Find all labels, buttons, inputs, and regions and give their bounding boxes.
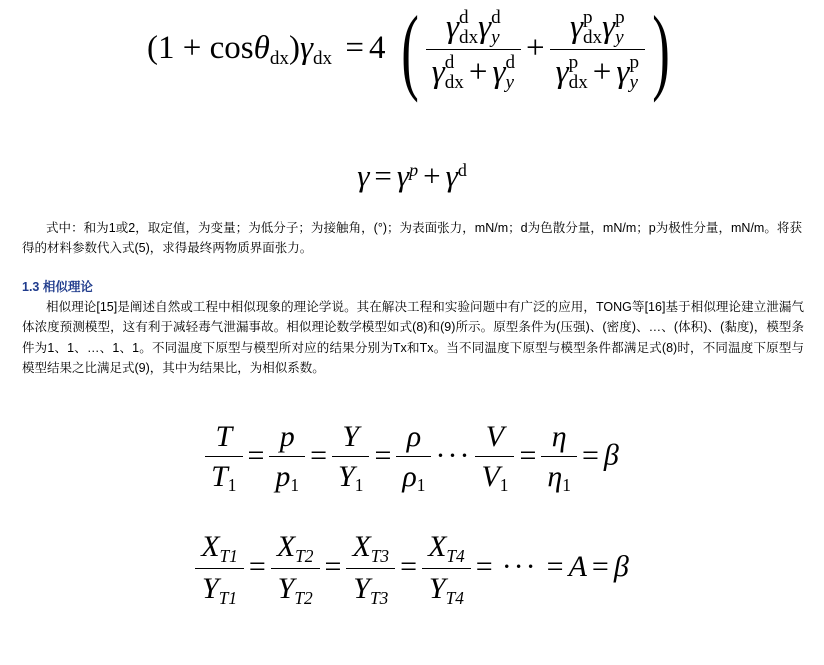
eq3-f5-num: V: [485, 420, 505, 453]
eq3-f4: [396, 420, 431, 496]
eq4-f1: [195, 530, 244, 608]
eq4-f3-num-sub: T3: [370, 545, 390, 566]
eq3-f2-den: p: [275, 459, 291, 493]
eq1-t2-num-a-script: p dx: [582, 7, 603, 48]
paragraph-nomenclature: 式中：和为1或2，取定值，为变量；为低分子；为接触角，(°)；为表面张力，mN/m；d为色散分量，mN/m；p为极性分量，mN/m。将获得的材料参数代入式(5)，求得最终两物质界面张力。: [22, 221, 802, 256]
eq1-coefficient: 4: [368, 29, 386, 66]
eq2-rhs-b: γ: [445, 158, 458, 193]
eq3-eq3: =: [374, 438, 392, 472]
eq1-t2-num-b-script: p y: [615, 7, 625, 48]
eq1-theta: θ: [253, 29, 270, 66]
eq3-f4-num: ρ: [406, 420, 422, 453]
eq2-rhs-b-sup: d: [457, 160, 467, 181]
eq1-t2-num-a: γ: [569, 8, 583, 45]
eq4-f4: [422, 530, 471, 608]
eq3-eq2: =: [310, 438, 328, 472]
paragraph-similarity-theory: 相似理论[15]是阐述自然或工程中相似现象的理论学说。其在解决工程和实验问题中有广泛的应用，TONG等[16]基于相似理论建立泄漏气体浓度预测模型，这有利于减轻毒气泄漏事故。相似理论数学模型如式(8)和(9)所示。原型条件为(压强)、(密度)、…、(体积)、(黏度)，模型条件为1、1、…、1、1。不同温度下原型与模型所对应的结果分别为Tx和Tx。当不同温度下原型与模型条件都满足式(8)时，不同温度下原型与模型结果之比满足式(9)，其中为结果比，为相似系数。: [22, 300, 804, 375]
eq2-rhs-a: γ: [396, 158, 410, 193]
eq3-f5: [475, 420, 514, 496]
eq4-f1-num-sub: T1: [219, 545, 238, 566]
eq1-t1-den-b: γ: [492, 53, 506, 90]
eq4-f2: [271, 530, 320, 608]
eq1-plus: +: [526, 29, 545, 66]
eq1-paren-right: ): [652, 0, 670, 104]
eq3-eq5: =: [582, 438, 599, 472]
eq4-f2-num: X: [276, 530, 296, 563]
section-heading-similarity-theory: 1.3 相似理论: [22, 280, 93, 294]
eq3-f2-den-sub: 1: [290, 475, 300, 496]
eq3-eq4: =: [519, 438, 537, 472]
eq3-f3-num: Y: [342, 420, 360, 453]
eq3-f3: [332, 420, 369, 496]
eq3-f1-num: T: [215, 420, 233, 453]
eq3-f3-den-sub: 1: [354, 475, 364, 496]
eq3-eq1: =: [247, 438, 265, 472]
eq4-f4-num: X: [428, 530, 447, 563]
eq2-lhs: γ: [357, 158, 370, 193]
eq3-f6-num: η: [551, 420, 567, 453]
eq4-eq5: =: [546, 549, 564, 583]
eq1-t1-num-b-script: d y: [491, 7, 501, 48]
eq1-t2-num-b: γ: [602, 8, 616, 45]
eq1-t2-den-b-script: p y: [629, 52, 639, 93]
eq1-paren-left: (: [400, 0, 419, 104]
eq3-result: β: [603, 438, 619, 472]
eq1-t1-num-a-script: d dx: [459, 7, 479, 48]
eq2-plus: +: [423, 158, 441, 193]
eq1-lhs-open: (1 + cos: [147, 29, 254, 66]
eq3-f2-num: p: [279, 420, 295, 453]
eq1-t1-num-b: γ: [478, 8, 492, 45]
eq4-f3: [346, 530, 395, 608]
eq4-f2-den-sub: T2: [294, 587, 313, 608]
eq1-t2-den-a-script: p dx: [568, 52, 588, 93]
eq1-t1-num-a: γ: [446, 8, 460, 45]
eq4-eq2: =: [324, 549, 342, 583]
eq4-f2-num-sub: T2: [295, 545, 314, 566]
eq1-theta-sub: dx: [269, 47, 289, 69]
eq4-f2-den: Y: [277, 572, 295, 606]
eq4-f4-num-sub: T4: [446, 545, 465, 566]
similarity-coefficient-equation: [0, 530, 824, 608]
eq3-f6-den-sub: 1: [562, 475, 571, 496]
eq1-t1-den-a-script: d dx: [444, 52, 464, 93]
contact-angle-equation: [0, 0, 824, 104]
eq4-f1-num: X: [201, 530, 220, 563]
eq2-equals: =: [374, 158, 392, 193]
eq2-rhs-a-sup: p: [409, 160, 419, 181]
eq4-f1-den-sub: T1: [218, 587, 238, 608]
similarity-ratio-equation: [0, 420, 824, 496]
eq3-f4-den-sub: 1: [416, 475, 426, 496]
eq1-t2-den-b: γ: [616, 53, 630, 90]
eq4-f4-den-sub: T4: [445, 587, 464, 608]
eq1-t1-den-b-script: d y: [505, 52, 516, 93]
eq1-term2: [550, 8, 645, 92]
eq4-eq1: =: [248, 549, 266, 583]
eq3-f1-den: T: [211, 459, 228, 493]
eq3-f2: [269, 420, 305, 496]
gamma-sum-equation: [0, 160, 824, 191]
eq1-equals: =: [345, 29, 364, 66]
eq1-term1: [426, 8, 521, 92]
eq3-dots: ···: [435, 438, 472, 472]
eq4-f1-den: Y: [202, 572, 219, 606]
eq1-t1-den-a: γ: [431, 53, 445, 90]
eq1-t2-den-op: +: [592, 53, 612, 90]
eq3-f6: [541, 420, 577, 496]
eq3-f4-den: ρ: [402, 459, 417, 493]
eq3-f3-den: Y: [338, 459, 355, 493]
eq4-f3-den-sub: T3: [369, 587, 389, 608]
eq3-f5-den: V: [481, 459, 500, 493]
eq4-f3-num: X: [352, 530, 371, 563]
eq4-f3-den: Y: [353, 572, 370, 606]
eq1-gamma: γ: [299, 29, 313, 66]
eq4-result-a: A: [568, 549, 587, 583]
eq3-f1-den-sub: 1: [227, 475, 237, 496]
eq1-t1-den-op: +: [468, 53, 488, 90]
eq4-f4-den: Y: [428, 572, 446, 606]
eq3-f5-den-sub: 1: [499, 475, 509, 496]
eq4-eq4: =: [475, 549, 493, 583]
eq3-f1: [205, 420, 242, 496]
eq1-lhs-close: ): [288, 29, 300, 66]
eq4-dots: ···: [501, 549, 538, 583]
eq1-t2-den-a: γ: [555, 53, 569, 90]
eq4-eq3: =: [400, 549, 418, 583]
eq4-result-b: β: [613, 549, 629, 583]
eq4-eq6: =: [591, 549, 609, 583]
eq1-gamma-sub: dx: [312, 47, 333, 69]
eq3-f6-den: η: [547, 459, 563, 493]
